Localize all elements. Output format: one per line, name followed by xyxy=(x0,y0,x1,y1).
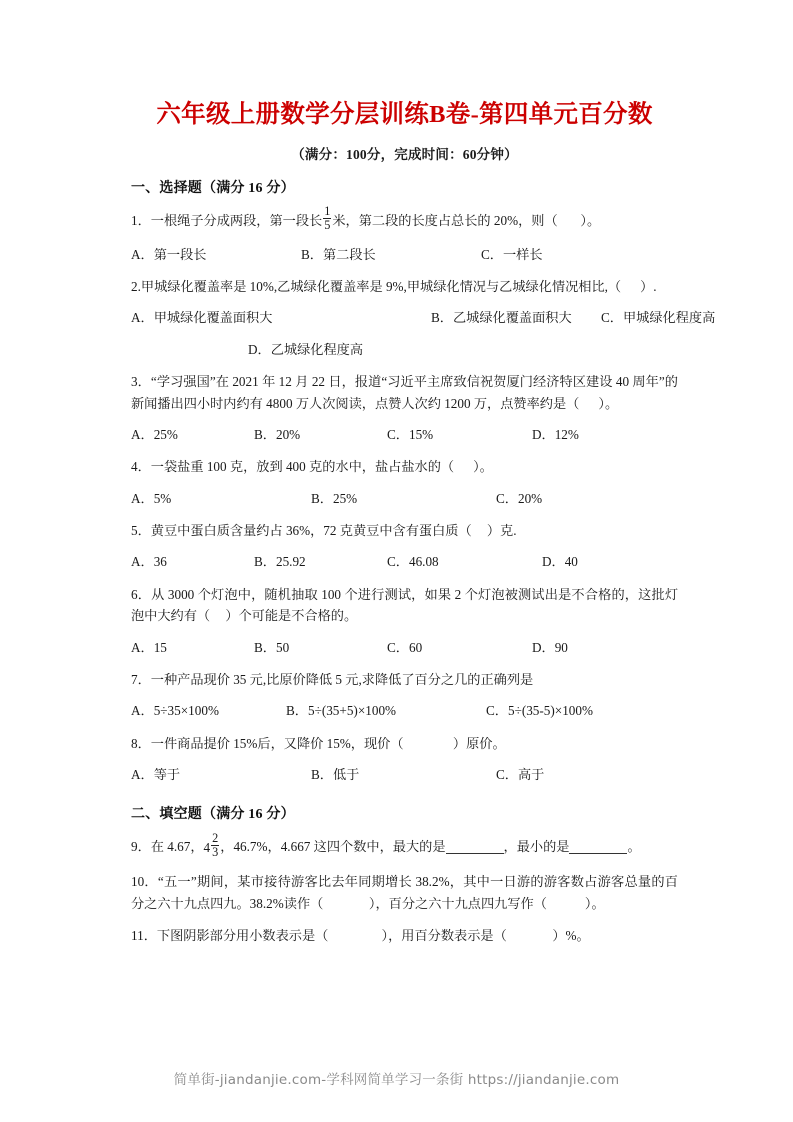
question-11-blank-1[interactable] xyxy=(328,928,381,943)
question-8-option-b[interactable]: B．低于 xyxy=(311,767,360,783)
question-11-stem: 下图阴影部分用小数表示是（ xyxy=(156,928,329,944)
question-5-option-b[interactable]: B．25.92 xyxy=(254,554,306,570)
section-heading-fill-blank: 二、填空题（满分 16 分） xyxy=(131,807,295,823)
question-3-option-c[interactable]: C．15% xyxy=(387,426,434,442)
question-9-blank-1[interactable] xyxy=(446,840,504,854)
question-10-stem: “五一”期间，某市接待游客比去年同期增长 38.2%，其中一日游的游客数占游客总量的百分之六十九点四九。38.2%读作（ xyxy=(131,874,678,911)
question-7-stem: 一种产品现价 35 元,比原价降低 5 元,求降低了百分之几的正确列是 xyxy=(150,671,534,687)
question-3-option-a[interactable]: A．25% xyxy=(131,426,178,442)
question-11-number: 11． xyxy=(131,928,157,944)
question-8-number: 8． xyxy=(131,735,151,751)
question-11-blank-2[interactable] xyxy=(507,928,553,943)
question-4-options xyxy=(131,488,678,509)
question-9-stem-b: ，46.7%，4.667 这四个数中，最大的是 xyxy=(220,839,446,855)
fraction-one-fifth xyxy=(323,205,331,231)
question-2-answer-blank[interactable] xyxy=(621,279,640,294)
question-6-option-d[interactable]: D．90 xyxy=(532,639,568,655)
question-11 xyxy=(131,925,678,946)
question-8-stem: 一件商品提价 15%后，又降价 15%，现价（ xyxy=(150,735,404,751)
question-8-option-c[interactable]: C．高于 xyxy=(496,767,545,783)
question-1-answer-blank[interactable] xyxy=(558,213,581,228)
question-6-option-c[interactable]: C．60 xyxy=(387,639,423,655)
question-1-options xyxy=(131,244,678,265)
question-1 xyxy=(131,204,678,234)
question-9-stem-c: ，最小的是 xyxy=(503,839,570,855)
question-8-answer-blank[interactable] xyxy=(404,736,453,751)
fraction-denominator: 3 xyxy=(212,844,219,859)
question-7-option-b[interactable]: B．5÷(35+5)×100% xyxy=(286,703,397,719)
question-9-stem-d: 。 xyxy=(627,839,641,855)
question-3-option-d[interactable]: D．12% xyxy=(532,426,579,442)
question-1-stem-b: 米，第二段的长度占总长的 20%，则（ xyxy=(332,212,558,228)
question-3-option-b[interactable]: B．20% xyxy=(254,426,301,442)
question-7-number: 7． xyxy=(131,671,151,687)
mixed-whole-part: 4 xyxy=(203,839,211,855)
footer-watermark: 简单街-jiandanjie.com-学科网简单学习一条街 https://jiandanjie.com xyxy=(173,1072,620,1088)
question-3-stem-tail: ）。 xyxy=(598,395,619,411)
question-5-stem-tail: ）克. xyxy=(486,523,517,539)
question-8-option-a[interactable]: A．等于 xyxy=(131,767,181,783)
question-5-option-a[interactable]: A．36 xyxy=(131,554,167,570)
question-2-option-d[interactable]: D．乙城绿化程度高 xyxy=(248,341,364,357)
question-5-stem: 黄豆中蛋白质含量约占 36%，72 克黄豆中含有蛋白质（ xyxy=(150,523,472,539)
question-3-answer-blank[interactable] xyxy=(579,396,598,411)
question-5-answer-blank[interactable] xyxy=(472,523,487,538)
question-5-option-d[interactable]: D．40 xyxy=(542,554,578,570)
mixed-number-four-and-two-thirds xyxy=(203,831,221,859)
question-3-stem: “学习强国”在 2021 年 12 月 22 日，报道“习近平主席致信祝贺厦门经济特区建设 40 周年”的新闻播出四小时内约有 4800 万人次阅读，点赞人次约 1200 万，点赞率约是（ xyxy=(131,374,678,411)
question-4-option-b[interactable]: B．25% xyxy=(311,490,358,506)
question-6-answer-blank[interactable] xyxy=(210,608,225,623)
question-11-stem-tail: ）%。 xyxy=(552,928,590,944)
question-2-option-c-wrap xyxy=(131,339,248,360)
question-4-number: 4． xyxy=(131,459,151,475)
question-5-number: 5． xyxy=(131,523,151,539)
question-3-options xyxy=(131,424,678,445)
question-10-number: 10． xyxy=(131,874,158,890)
question-4-stem: 一袋盐重 100 克，放到 400 克的水中，盐占盐水的（ xyxy=(150,459,455,475)
question-1-stem-c: ）。 xyxy=(580,212,601,228)
question-7-option-a[interactable]: A．5÷35×100% xyxy=(131,703,219,719)
question-1-number: 1． xyxy=(131,212,151,228)
question-9 xyxy=(131,831,678,860)
question-10-stem-tail: ）。 xyxy=(584,895,605,911)
question-2-option-a[interactable]: A．甲城绿化覆盖面积大 xyxy=(131,310,273,326)
question-7-option-c[interactable]: C．5÷(35-5)×100% xyxy=(486,703,593,719)
question-10-stem-mid: ），百分之六十九点四九写作（ xyxy=(368,895,547,911)
question-2-number: 2. xyxy=(131,279,141,295)
question-3 xyxy=(131,371,678,414)
question-6-stem: 从 3000 个灯泡中，随机抽取 100 个进行测试，如果 2 个灯泡被测试出是不合格的，这批灯泡中大约有（ xyxy=(131,586,679,624)
question-8 xyxy=(131,733,678,754)
question-2-option-c[interactable]: C．甲城绿化程度高 xyxy=(601,310,716,326)
page-title: 六年级上册数学分层训练B卷-第四单元百分数 xyxy=(156,101,653,128)
question-6 xyxy=(131,584,678,627)
section-heading-choice: 一、选择题（满分 16 分） xyxy=(131,180,295,196)
question-1-option-c[interactable]: C．一样长 xyxy=(481,246,543,262)
fraction-numerator: 1 xyxy=(324,204,331,219)
page-subtitle: （满分：100分，完成时间：60分钟） xyxy=(291,146,518,162)
question-2 xyxy=(131,276,678,297)
question-6-number: 6． xyxy=(131,586,152,602)
question-3-number: 3． xyxy=(131,374,151,390)
question-8-options xyxy=(131,764,678,785)
question-4 xyxy=(131,456,678,477)
question-6-options xyxy=(131,637,678,658)
question-9-blank-2[interactable] xyxy=(569,840,627,854)
question-1-option-a[interactable]: A．第一段长 xyxy=(131,246,207,262)
question-6-option-a[interactable]: A．15 xyxy=(131,639,167,655)
question-2-stem: 甲城绿化覆盖率是 10%,乙城绿化覆盖率是 9%,甲城绿化情况与乙城绿化情况相比,（ xyxy=(140,279,622,295)
question-2-options-row2 xyxy=(131,339,678,360)
question-4-option-a[interactable]: A．5% xyxy=(131,490,172,506)
question-7-options xyxy=(131,700,678,721)
fraction-denominator: 5 xyxy=(324,217,331,232)
question-6-option-b[interactable]: B．50 xyxy=(254,639,290,655)
question-5 xyxy=(131,520,678,541)
fraction-numerator: 2 xyxy=(212,831,219,846)
question-1-stem-a: 一根绳子分成两段，第一段长 xyxy=(150,212,323,228)
question-6-stem-tail: ）个可能是不合格的。 xyxy=(225,608,358,624)
question-5-options xyxy=(131,551,678,572)
question-10 xyxy=(131,871,678,914)
question-2-options-row1 xyxy=(131,307,716,328)
question-9-stem-a: 在 4.67， xyxy=(150,839,204,855)
page-content xyxy=(131,0,716,947)
question-4-option-c[interactable]: C．20% xyxy=(496,490,543,506)
question-10-blank-1[interactable] xyxy=(323,896,369,911)
question-1-option-b[interactable]: B．第二段长 xyxy=(301,246,376,262)
question-2-stem-tail: ）. xyxy=(640,279,657,295)
question-11-stem-mid: ），用百分数表示是（ xyxy=(381,928,507,944)
question-10-blank-2[interactable] xyxy=(547,896,585,911)
question-8-stem-tail: ）原价。 xyxy=(452,735,506,751)
question-7 xyxy=(131,669,678,690)
fraction-two-thirds xyxy=(211,832,219,858)
question-4-stem-tail: ）。 xyxy=(473,459,493,475)
question-4-answer-blank[interactable] xyxy=(454,459,473,474)
question-2-option-b[interactable]: B．乙城绿化覆盖面积大 xyxy=(431,310,572,326)
question-9-number: 9． xyxy=(131,839,151,855)
question-5-option-c[interactable]: C．46.08 xyxy=(387,554,439,570)
